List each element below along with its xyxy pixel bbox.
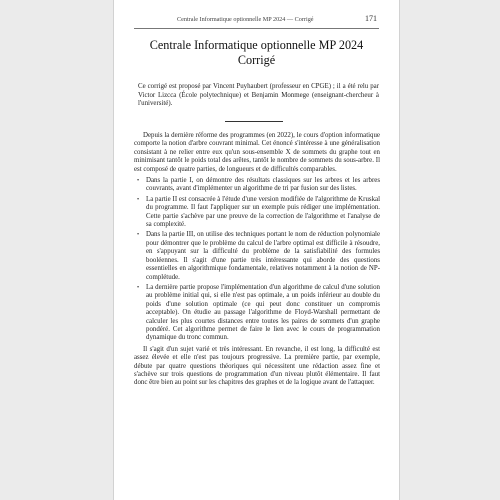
paragraph-overview: Depuis la dernière réforme des programmes (en 2022), le cours d'option informatique comporte la notion d'arbre couvrant minimal. Cet énoncé s'intéresse à une généralisation consistant à ne relier entre eux qu'un sous-ensemble X de sommets du graphe tout en minimisant tantôt le poids total des arêtes, tantôt le nombre de sommets du sous-arbre. Il est composé de quatre parties, de longueurs et de difficultés comparables. [134, 132, 380, 173]
title-line-2: Corrigé [237, 53, 276, 67]
bullet-icon: • [137, 232, 140, 239]
list-item-text: Dans la partie III, on utilise des techniques portant le nom de réduction polynomiale pour démontrer que le problème du calcul de l'arbre optimal est difficile à résoudre, en s'appuyant sur la difficulté du problème de la satisfiabilité des formules booléennes. Il s'agit d'une partie très intéressante qui aborde des questions essentielles en algorithmique fondamentale, relatives notamment à la notion de NP-complétude. [146, 231, 380, 281]
list-item [134, 196, 380, 230]
list-item-text: La dernière partie propose l'implémentation d'un algorithme de calcul d'une solution au problème initial qui, si elle n'est pas optimale, a un poids inférieur au double du poids d'une solution optimale (ce qui peut donc constituer un compromis acceptable). On étudie au passage l'algorithme de Floyd-Warshall permettant de calculer les plus courtes distances entre toutes les paires de sommets d'un graphe pondéré. Cet algorithme permet de faire le lien avec le cours de programmation dynamique du tronc commun. [146, 283, 380, 342]
paragraph-assessment: Il s'agit d'un sujet varié et très intéressant. En revanche, il est long, la difficulté est assez élevée et elle n'est pas toujours progressive. La première partie, par exemple, débute par quatre questions théoriques qui nécessitent une rédaction assez fine et s'achève sur trois questions de programmation d'un niveau plutôt élémentaire. Il faut donc être bien au point sur les chapitres des graphes et de la logique avant de l'attaquer. [134, 345, 380, 387]
book-page [113, 0, 400, 500]
list-item-text: Dans la partie I, on démontre des résultats classiques sur les arbres et les arbres couvrants, avant d'implémenter un algorithme de tri par fusion sur des listes. [146, 177, 380, 193]
parts-list [134, 177, 380, 343]
page-number: 171 [365, 14, 377, 23]
bullet-icon: • [137, 196, 140, 203]
list-item [134, 177, 380, 194]
running-header [114, 12, 399, 26]
bullet-icon: • [137, 178, 140, 185]
bullet-icon: • [137, 284, 140, 291]
main-text [134, 132, 380, 388]
list-item [134, 231, 380, 281]
intro-paragraph: Ce corrigé est proposé par Vincent Puyhaubert (professeur en CPGE) ; il a été relu par Victor Lizcca (École polytechnique) et Benjamin Monmege (enseignant-chercheur à l'université). [138, 83, 379, 107]
header-rule [134, 28, 379, 29]
running-title: Centrale Informatique optionnelle MP 2024 — Corrigé [177, 16, 314, 23]
section-separator [225, 121, 283, 122]
page-title [134, 38, 379, 68]
list-item [134, 284, 380, 343]
title-line-1: Centrale Informatique optionnelle MP 2024 [149, 38, 364, 52]
list-item-text: La partie II est consacrée à l'étude d'une version modifiée de l'algorithme de Kruskal du programme. Il faut l'appliquer sur un exemple puis rédiger une implémentation. Cette partie s'achève par une preuve de la correction de l'algorithme et l'analyse de sa complexité. [146, 195, 380, 229]
